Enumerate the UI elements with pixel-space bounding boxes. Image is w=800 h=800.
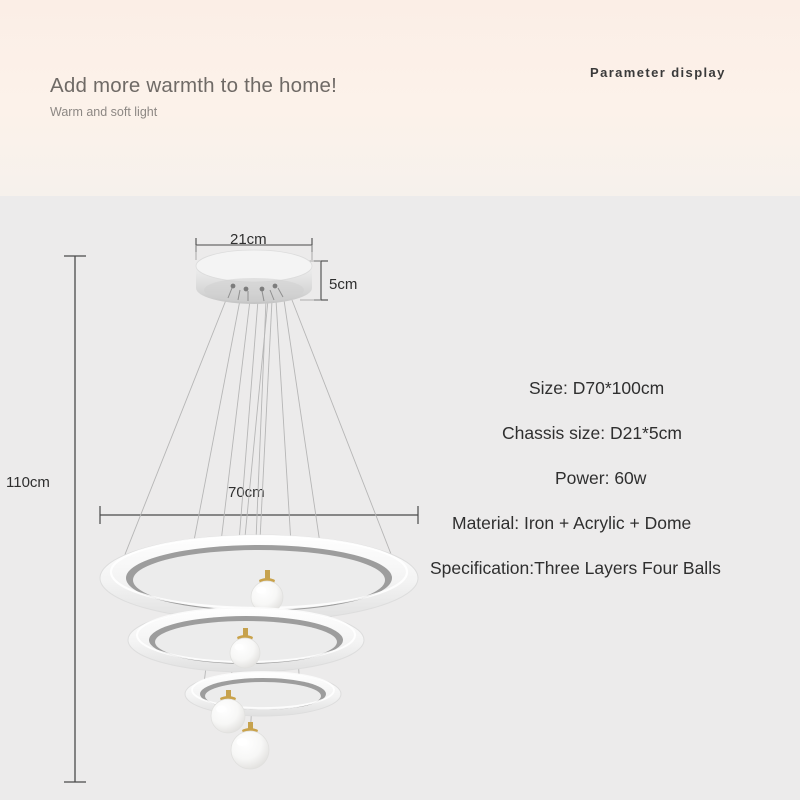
- label-canopy-diameter: 21cm: [230, 231, 267, 248]
- spec-chassis-size: Chassis size: D21*5cm: [502, 423, 682, 443]
- height-dimension: [64, 256, 86, 782]
- label-canopy-height: 5cm: [329, 276, 358, 293]
- spec-specification: Specification:Three Layers Four Balls: [430, 558, 721, 578]
- canopy: [196, 250, 312, 304]
- banner-headline: Add more warmth to the home!: [50, 74, 338, 97]
- spec-size: Size: D70*100cm: [529, 378, 665, 398]
- label-ring-diameter: 70cm: [228, 484, 265, 501]
- ring-diameter-dimension: [100, 506, 418, 524]
- spec-power: Power: 60w: [555, 468, 647, 488]
- spec-material: Material: Iron + Acrylic + Dome: [452, 513, 692, 533]
- banner-subtitle: Warm and soft light: [50, 105, 158, 119]
- parameter-display-title: Parameter display: [590, 65, 726, 80]
- label-total-height: 110cm: [6, 474, 50, 491]
- ring-small: [185, 672, 341, 716]
